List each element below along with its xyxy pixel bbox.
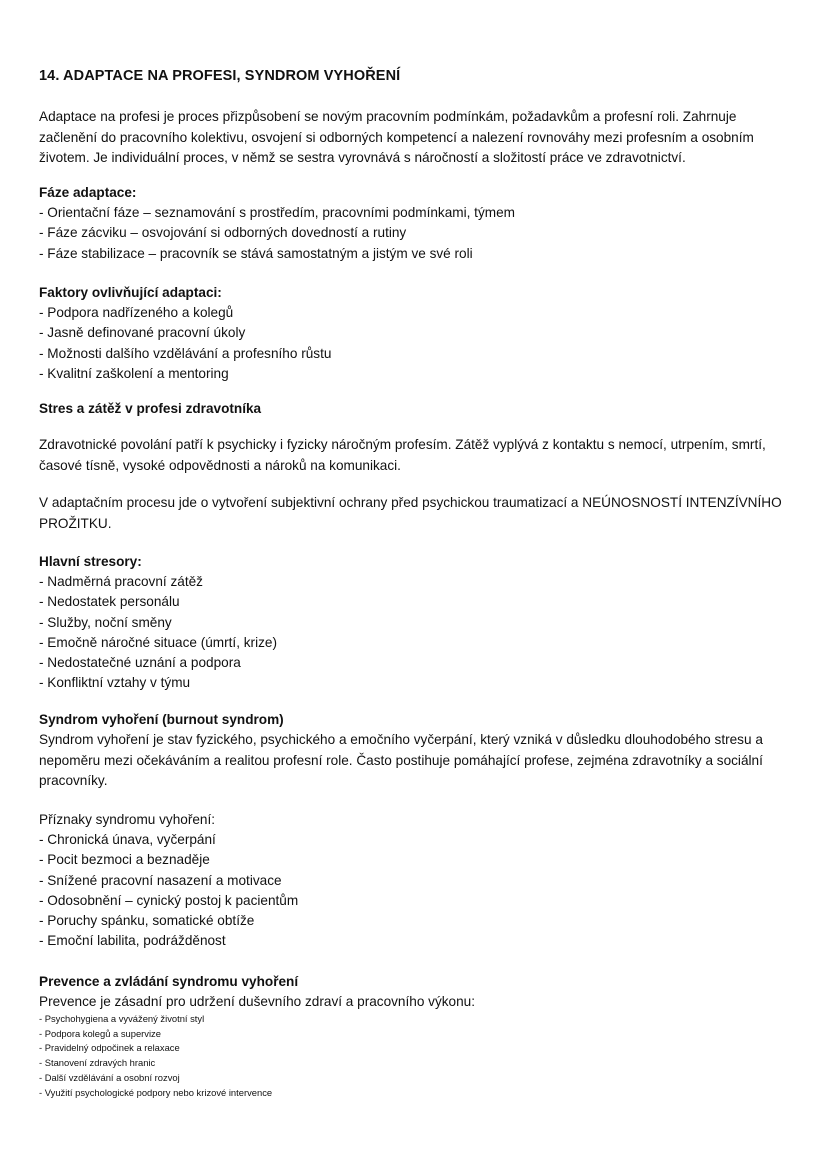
stres-paragraph-1: Zdravotnické povolání patří k psychicky i fyzicky náročným profesím. Zátěž vyplývá z kontaktu s nemocí, utrpením, smrtí, časové tísně, vysoké odpovědnosti a nároků na komunikaci. bbox=[39, 437, 766, 473]
list-item: - Služby, noční směny bbox=[39, 614, 172, 630]
list-item: - Další vzdělávání a osobní rozvoj bbox=[39, 1071, 180, 1083]
list-item: - Nedostatečné uznání a podpora bbox=[39, 655, 241, 671]
list-item: - Jasně definované pracovní úkoly bbox=[39, 325, 246, 341]
prevence-list bbox=[39, 1012, 272, 1100]
list-item: - Možnosti dalšího vzdělávání a profesního růstu bbox=[39, 345, 332, 361]
faze-heading: Fáze adaptace: bbox=[39, 185, 137, 200]
list-item: - Chronická únava, vyčerpání bbox=[39, 832, 216, 847]
list-item: - Podpora kolegů a supervize bbox=[39, 1027, 161, 1039]
list-item: - Kvalitní zaškolení a mentoring bbox=[39, 365, 229, 381]
list-item: - Psychohygiena a vyvážený životní styl bbox=[39, 1013, 205, 1024]
list-item: - Orientační fáze – seznamování s prostředím, pracovními podmínkami, týmem bbox=[39, 205, 515, 220]
faze-list bbox=[39, 203, 515, 264]
list-item: - Podpora nadřízeného a kolegů bbox=[39, 305, 234, 320]
prevence-intro: Prevence je zásadní pro udržení duševního zdraví a pracovního výkonu: bbox=[39, 994, 476, 1009]
faktory-heading: Faktory ovlivňující adaptaci: bbox=[39, 285, 222, 300]
page-title: 14. ADAPTACE NA PROFESI, SYNDROM VYHOŘENÍ bbox=[39, 68, 401, 84]
list-item: - Konfliktní vztahy v týmu bbox=[39, 675, 191, 691]
list-item: - Emoční labilita, podrážděnost bbox=[39, 933, 226, 949]
list-item: - Stanovení zdravých hranic bbox=[39, 1057, 156, 1069]
list-item: - Odosobnění – cynický postoj k pacientům bbox=[39, 892, 299, 908]
burnout-paragraph: Syndrom vyhoření je stav fyzického, psychického a emočního vyčerpání, který vzniká v důsledku dlouhodobého stresu a nepoměru mezi očekáváním a realitou profesní role. Často postihuje pomáhající profese, zejména zdravotníky a sociální pracovníky. bbox=[39, 732, 763, 788]
prevence-heading: Prevence a zvládání syndromu vyhoření bbox=[39, 974, 299, 989]
list-item: - Využití psychologické podpory nebo krizové intervence bbox=[39, 1086, 273, 1098]
priznaky-heading: Příznaky syndromu vyhoření: bbox=[39, 812, 216, 827]
burnout-heading: Syndrom vyhoření (burnout syndrom) bbox=[39, 712, 284, 727]
intro-paragraph: Adaptace na profesi je proces přizpůsobení se novým pracovním podmínkám, požadavkům a profesní roli. Zahrnuje začlenění do pracovního kolektivu, osvojení si odborných kompetencí a nalezení rovnováhy mezi profesním a osobním životem. Je individuální proces, v němž se sestra vyrovnává s náročností a složitostí práce ve zdravotnictví. bbox=[39, 109, 754, 165]
stres-heading: Stres a zátěž v profesi zdravotníka bbox=[39, 401, 262, 416]
list-item: - Nadměrná pracovní zátěž bbox=[39, 574, 203, 589]
list-item: - Snížené pracovní nasazení a motivace bbox=[39, 872, 282, 888]
list-item: - Nedostatek personálu bbox=[39, 594, 180, 610]
list-item: - Pocit bezmoci a beznaděje bbox=[39, 852, 210, 868]
list-item: - Pravidelný odpočinek a relaxace bbox=[39, 1042, 180, 1054]
priznaky-list bbox=[39, 830, 298, 952]
list-item: - Poruchy spánku, somatické obtíže bbox=[39, 913, 255, 929]
list-item: - Fáze zácviku – osvojování si odborných dovedností a rutiny bbox=[39, 225, 407, 241]
list-item: - Emočně náročné situace (úmrtí, krize) bbox=[39, 634, 277, 650]
list-item: - Fáze stabilizace – pracovník se stává samostatným a jistým ve své roli bbox=[39, 245, 473, 261]
faktory-list bbox=[39, 303, 331, 384]
stresory-list bbox=[39, 572, 277, 694]
stresory-heading: Hlavní stresory: bbox=[39, 554, 142, 569]
stres-paragraph-2: V adaptačním procesu jde o vytvoření subjektivní ochrany před psychickou traumatizací a NEÚNOSNOSTÍ INTENZÍVNÍHO PROŽITKU. bbox=[39, 495, 782, 531]
